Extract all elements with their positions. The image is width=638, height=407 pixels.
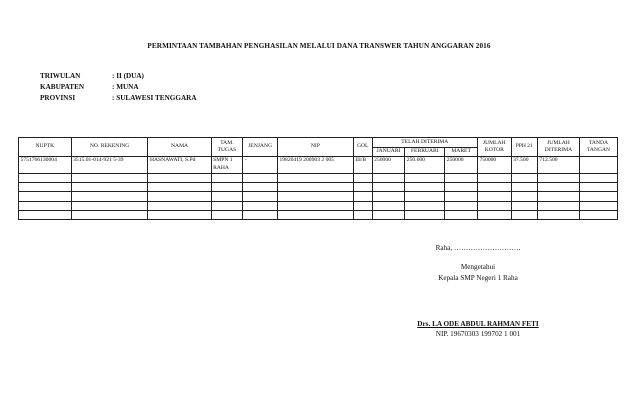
empty-table-row: [19, 183, 618, 192]
header-gol: GOL: [353, 138, 372, 157]
header-pph21: PPH 21: [511, 138, 537, 157]
header-no-rekening: NO. REKENING: [71, 138, 148, 157]
cell-jumlah-kotor: 750000: [477, 157, 511, 174]
cell-gol: III/B: [353, 157, 372, 174]
info-label: KABUPATEN: [40, 83, 85, 91]
cell-nuptk: 5751766130004: [19, 157, 72, 174]
header-jumlah-diterima: JUMLAH DITERIMA: [537, 138, 579, 157]
info-value: : II (DUA): [112, 72, 144, 80]
header-tanda-tangan: TANDA TANGAN: [580, 138, 618, 157]
cell-tanda-tangan: [580, 157, 618, 174]
header-jenjang: JENJANG: [243, 138, 278, 157]
cell-januari: 250000: [372, 157, 405, 174]
empty-table-row: [19, 174, 618, 183]
header-nuptk: NUPTK: [19, 138, 72, 157]
signature-acknowledged: Mengetahui: [460, 263, 496, 271]
signer-name: Drs. LA ODE ABDUL RAHMAN FETI: [417, 320, 539, 328]
header-februari: FEBRUARI: [405, 148, 445, 157]
empty-table-row: [19, 192, 618, 201]
cell-jumlah-diterima: 712.500: [537, 157, 579, 174]
signature-place-date: Raha, ……………………….: [435, 244, 521, 252]
header-nama: NAMA: [148, 138, 211, 157]
cell-no-rekening: 3515.01-014-921 5-39: [71, 157, 148, 174]
info-block: [40, 71, 197, 104]
header-tam-tugas: TAM. TUGAS: [211, 138, 243, 157]
cell-pph21: 37.500: [511, 157, 537, 174]
cell-jenjang: -: [243, 157, 278, 174]
header-telah-diterima: TELAH DITERIMA: [372, 138, 477, 148]
info-row-provinsi: [40, 93, 197, 104]
empty-table-row: [19, 210, 618, 219]
info-label: PROVINSI: [40, 94, 76, 102]
header-januari: JANUARI: [372, 148, 405, 157]
cell-nip: 19820419 200903 2 005: [277, 157, 353, 174]
cell-tam-tugas: SMPN 1 RAHA: [211, 157, 243, 174]
info-row-triwulan: [40, 71, 197, 82]
cell-nama: HASNAWATI, S.Pd: [148, 157, 211, 174]
header-jumlah-kotor: JUMLAH KOTOR: [477, 138, 511, 157]
info-value: : MUNA: [112, 83, 139, 91]
table-row: [19, 157, 618, 174]
header-nip: NIP: [277, 138, 353, 157]
cell-februari: 250.000: [405, 157, 445, 174]
info-value: : SULAWESI TENGGARA: [112, 94, 197, 102]
empty-table-row: [19, 201, 618, 210]
info-label: TRIWULAN: [40, 72, 81, 80]
signature-position: Kepala SMP Negeri 1 Raha: [438, 274, 518, 282]
signer-nip: NIP. 19670303 199702 1 001: [435, 330, 521, 338]
cell-maret: 250000: [445, 157, 478, 174]
salary-table: [18, 137, 618, 220]
info-row-kabupaten: [40, 82, 197, 93]
header-maret: MARET: [445, 148, 478, 157]
document-title: PERMINTAAN TAMBAHAN PENGHASILAN MELALUI DANA TRANSWER TAHUN ANGGARAN 2016: [147, 42, 491, 50]
